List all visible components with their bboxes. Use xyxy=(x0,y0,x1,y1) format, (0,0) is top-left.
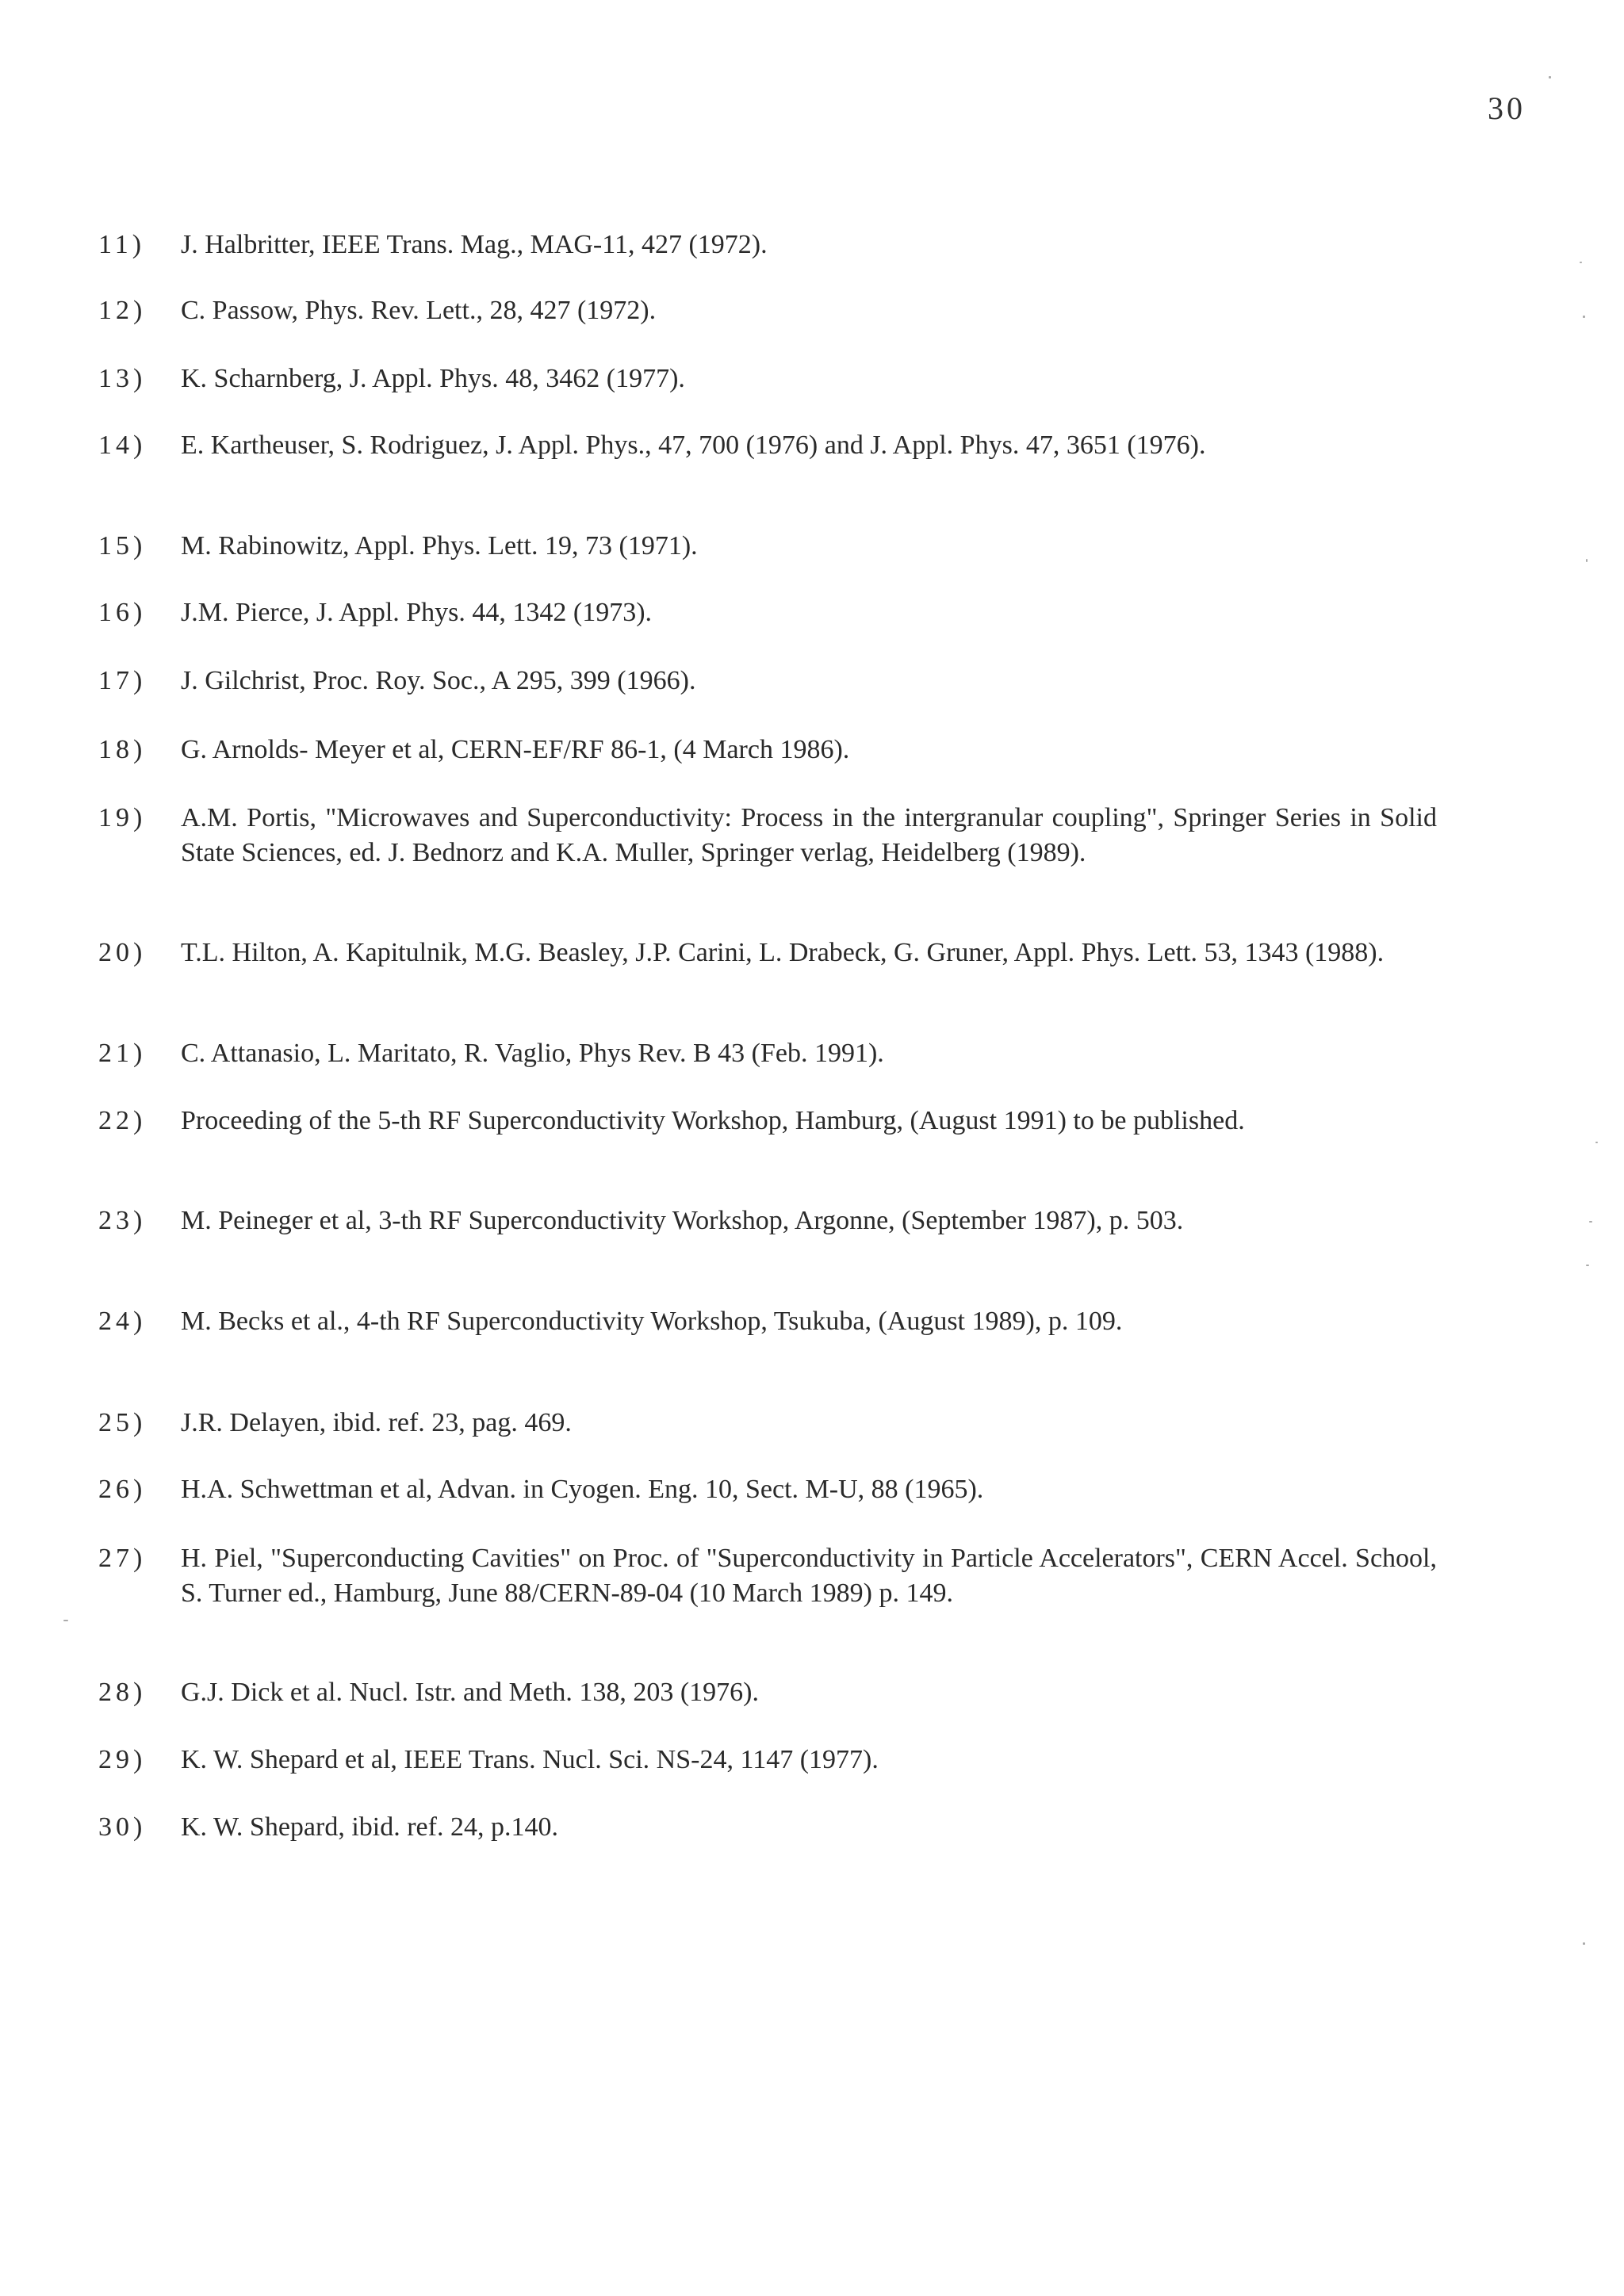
reference-number: 13) xyxy=(98,364,147,393)
reference-number: 12) xyxy=(98,296,147,325)
reference-number: 14) xyxy=(98,430,147,460)
scan-speck xyxy=(63,1620,68,1621)
scan-speck xyxy=(1589,1221,1592,1223)
reference-number: 11) xyxy=(98,230,146,259)
reference-text: M. Becks et al., 4-th RF Superconductivity Workshop, Tsukuba, (August 1989), p. 109. xyxy=(181,1307,1123,1336)
reference-text: H. Piel, "Superconducting Cavities" on Proc. of "Superconductivity in Particle Accelerators", CERN Accel. School, S. Turner ed., Hamburg, June 88/CERN-89-04 (10 March 1989) p. 149. xyxy=(181,1544,1437,1608)
reference-text: Proceeding of the 5-th RF Superconductivity Workshop, Hamburg, (August 1991) to be published. xyxy=(181,1106,1245,1135)
scan-speck xyxy=(1580,262,1582,263)
reference-number: 22) xyxy=(98,1106,147,1135)
scan-speck xyxy=(1595,1142,1598,1143)
reference-text: H.A. Schwettman et al, Advan. in Cyogen. Eng. 10, Sect. M-U, 88 (1965). xyxy=(181,1475,984,1504)
reference-text: G. Arnolds- Meyer et al, CERN-EF/RF 86-1, (4 March 1986). xyxy=(181,735,850,764)
reference-text: K. W. Shepard, ibid. ref. 24, p.140. xyxy=(181,1812,558,1842)
reference-text: C. Attanasio, L. Maritato, R. Vaglio, Phys Rev. B 43 (Feb. 1991). xyxy=(181,1039,884,1068)
reference-number: 20) xyxy=(98,938,147,967)
reference-text: J.R. Delayen, ibid. ref. 23, pag. 469. xyxy=(181,1408,572,1437)
reference-number: 28) xyxy=(98,1678,147,1707)
reference-number: 24) xyxy=(98,1307,147,1336)
reference-number: 19) xyxy=(98,803,147,832)
reference-text: J. Gilchrist, Proc. Roy. Soc., A 295, 399 (1966). xyxy=(181,666,696,695)
scan-speck xyxy=(1586,559,1588,562)
reference-number: 18) xyxy=(98,735,147,764)
reference-number: 25) xyxy=(98,1408,147,1437)
reference-number: 30) xyxy=(98,1812,147,1842)
reference-text: K. Scharnberg, J. Appl. Phys. 48, 3462 (1977). xyxy=(181,364,685,393)
reference-text: J.M. Pierce, J. Appl. Phys. 44, 1342 (1973). xyxy=(181,598,653,627)
reference-text: K. W. Shepard et al, IEEE Trans. Nucl. Sci. NS-24, 1147 (1977). xyxy=(181,1745,879,1774)
reference-number: 27) xyxy=(98,1544,147,1573)
reference-number: 17) xyxy=(98,666,147,695)
reference-number: 29) xyxy=(98,1745,147,1774)
reference-text: J. Halbritter, IEEE Trans. Mag., MAG-11, 427 (1972). xyxy=(181,230,768,259)
reference-text: T.L. Hilton, A. Kapitulnik, M.G. Beasley, J.P. Carini, L. Drabeck, G. Gruner, Appl. Phys. Lett. 53, 1343 (1988). xyxy=(181,938,1385,967)
reference-text: C. Passow, Phys. Rev. Lett., 28, 427 (1972). xyxy=(181,296,657,325)
scan-speck xyxy=(1549,76,1551,78)
reference-number: 26) xyxy=(98,1475,147,1504)
reference-text: G.J. Dick et al. Nucl. Istr. and Meth. 138, 203 (1976). xyxy=(181,1678,759,1707)
reference-text: M. Rabinowitz, Appl. Phys. Lett. 19, 73 (1971). xyxy=(181,531,698,561)
scan-speck xyxy=(1583,316,1585,318)
reference-text: E. Kartheuser, S. Rodriguez, J. Appl. Phys., 47, 700 (1976) and J. Appl. Phys. 47, 3651 (1976). xyxy=(181,430,1206,460)
scan-speck xyxy=(1586,1265,1589,1266)
reference-number: 16) xyxy=(98,598,147,627)
reference-number: 21) xyxy=(98,1039,147,1068)
reference-number: 23) xyxy=(98,1206,147,1235)
page-number: 30 xyxy=(1488,90,1526,126)
reference-text: A.M. Portis, "Microwaves and Superconductivity: Process in the intergranular coupling", Springer Series in Solid State Sciences, ed. J. Bednorz and K.A. Muller, Springer verlag, Heidelberg (1989). xyxy=(181,803,1437,867)
scan-speck xyxy=(1583,1942,1585,1945)
reference-number: 15) xyxy=(98,531,147,561)
reference-text: M. Peineger et al, 3-th RF Superconductivity Workshop, Argonne, (September 1987), p. 503. xyxy=(181,1206,1184,1235)
